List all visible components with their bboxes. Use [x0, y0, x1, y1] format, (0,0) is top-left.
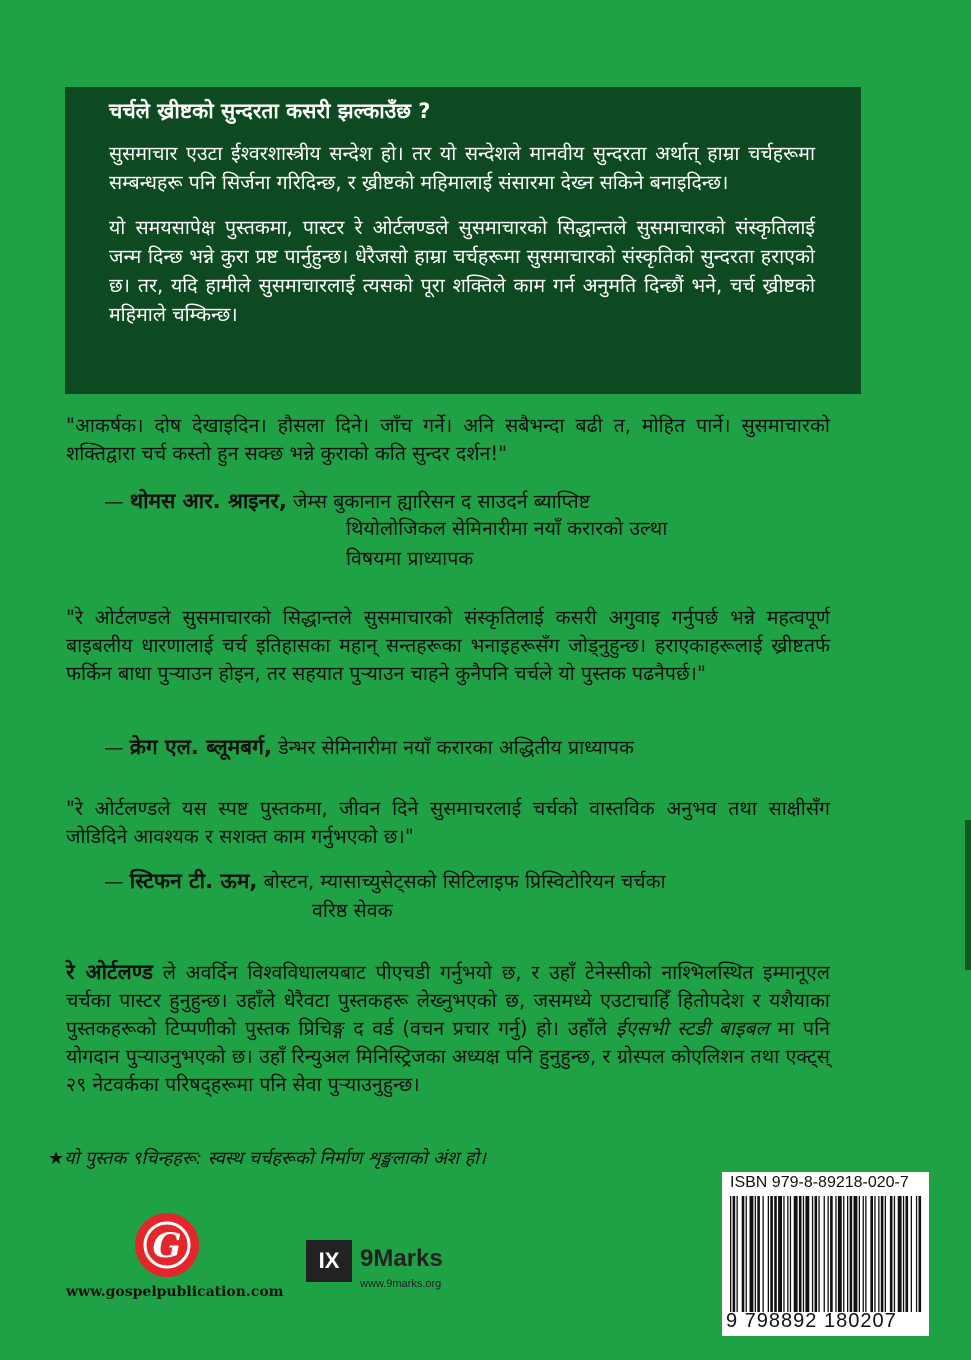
barcode-bar: [859, 1196, 860, 1312]
endorser-role-3-line-1: बोस्टन, म्यासाच्युसेट्सको सिटिलाइफ प्रिस्विटोरियन चर्चका: [263, 870, 666, 893]
bio-author-name: रे ओर्टलण्ड: [66, 960, 153, 984]
endorser-name-3: स्टिफन टी. ऊम,: [129, 869, 258, 893]
barcode-bar: [746, 1196, 747, 1312]
barcode-bar: [919, 1196, 922, 1312]
barcode-bar: [870, 1196, 873, 1312]
endorsement-attribution-2: [104, 732, 634, 763]
barcode-bar: [774, 1196, 777, 1312]
barcode-bar: [906, 1196, 909, 1312]
barcode-digits: 9 798892 180207: [726, 1310, 897, 1332]
endorsement-quote-1: "आकर्षक। दोष देखाइदिन। हौसला दिने। जाँच गर्ने। अनि सबैभन्दा बढी त, मोहित पार्ने। सुसमाचारको शक्तिद्वारा चर्च कस्तो हुन सक्छ भन्ने कुराको कति सुन्दर दर्शन!": [66, 414, 830, 465]
endorser-role-3-line-2: वरिष्ठ सेवक: [312, 899, 393, 922]
barcode-bar: [881, 1196, 884, 1312]
barcode-bar: [885, 1196, 886, 1312]
barcode-bar: [733, 1196, 736, 1312]
endorsement-attribution-3: [104, 866, 666, 897]
barcode-bar: [818, 1196, 819, 1312]
barcode-bar: [737, 1196, 738, 1312]
barcode-bar: [757, 1196, 760, 1312]
barcode-bar: [911, 1196, 912, 1312]
barcode-bar: [835, 1196, 836, 1312]
barcode-bar: [843, 1196, 844, 1312]
barcode-bar: [830, 1196, 833, 1312]
barcode-bar: [790, 1196, 791, 1312]
barcode-bar: [903, 1196, 904, 1312]
attribution-dash: —: [104, 870, 124, 893]
endorser-role-2-line-1: डेन्भर सेमिनारीमा नयाँ करारका अद्धितीय प्राध्यापक: [278, 736, 634, 759]
barcode-bar: [750, 1196, 754, 1312]
barcode-bar: [805, 1196, 809, 1312]
bio-text-b: मा पनि योगदान पुर्‍याउनुभएको छ। उहाँ रिन्युअल मिनिस्ट्रिजका अध्यक्ष पनि हुनुहुन्छ, र ग्रोस्पल कोएलिशन तथा एक्ट्स् २९ नेटवर्कका परिषद्हरूमा पनि सेवा पुर्‍याउनुहुन्छ।: [66, 1017, 830, 1096]
barcode-bar: [787, 1196, 788, 1312]
barcode-bar: [874, 1196, 875, 1312]
barcode-box: [722, 1172, 929, 1336]
barcode-bar: [828, 1196, 829, 1312]
barcode-bar: [815, 1196, 818, 1312]
endorsement-attribution-1: [104, 486, 590, 517]
logo-letter: G: [152, 1226, 182, 1266]
barcode-bar: [799, 1196, 802, 1312]
endorser-role-1-line-1: जेम्स बुकानान ह्यारिसन द साउदर्न ब्याप्तिष्ट: [293, 490, 591, 513]
bio-text-a: ले अवर्दिन विश्वविधालयबाट पीएचडी गर्नुभयो छ, र उहाँ टेनेस्सीको नाश्भिलस्थित इम्मानूएल चर्चका पास्टर हुनुहुन्छ। उहाँले धेरैवटा पुस्तकहरू लेख्नुभएको छ, जसमध्ये एउटाचाहिँ हितोपदेश र यशैयाका पुस्तकहरूको टिप्पणीको पुस्तक प्रिचिङ्ग द वर्ड (वचन प्रचार गर्नु) हो। उहाँले: [66, 961, 830, 1040]
barcode-bar: [763, 1196, 764, 1312]
barcode-bar: [803, 1196, 804, 1312]
barcode-bar: [865, 1196, 866, 1312]
endorser-role-1-line-3: विषयमा प्राध्यापक: [346, 547, 474, 570]
barcode-bar: [755, 1196, 756, 1312]
barcode-bar: [850, 1196, 853, 1312]
isbn-label: ISBN 979-8-89218-020-7: [730, 1174, 909, 1191]
gospel-publication-logo: [134, 1210, 200, 1280]
barcode-bar: [916, 1196, 917, 1312]
barcode-bar: [854, 1196, 858, 1312]
barcode-bar: [894, 1196, 895, 1312]
summary-paragraph-2: यो समयसापेक्ष पुस्तकमा, पास्टर रे ओर्टलण्डले सुसमाचारको सिद्धान्तले सुसमाचारको संस्कृतिलाई जन्म दिन्छ भन्ने कुरा प्रष्ट पार्नुहुन्छ। धेरैजसो हाम्रा चर्चहरूमा सुसमाचारको संस्कृतिको सुन्दरता हराएको छ। तर, यदि हामीले सुसमाचारलाई त्यसको पूरा शक्तिले काम गर्न अनुमति दिन्छौं भने, चर्च ख्रीष्टको महिमाले चम्किन्छ।: [109, 216, 815, 326]
summary-box: [65, 87, 861, 394]
endorser-name-1: थोमस आर. श्राइनर,: [129, 489, 287, 513]
barcode-bar: [768, 1196, 769, 1312]
endorsement-quote-2: "रे ओर्टलण्डले सुसमाचारको सिद्धान्तले सुसमाचारको संस्कृतिलाई कसरी अगुवाइ गर्नुपर्छ भन्ने महत्वपूर्ण बाइबलीय धारणालाई चर्च इतिहासका महान् सन्तहरूका भनाइहरूसँग जोड्नुहुन्छ। हराएकाहरूलाई ख्रीष्टतर्फ फर्किन बाधा पुर्‍याउन होइन, तर सहयात पुर्‍याउन चाहने कुनैपनि चर्चले यो पुस्तक पढनैपर्छ।": [66, 606, 830, 685]
barcode-bar: [824, 1196, 825, 1312]
ninemarks-badge: IX: [306, 1240, 352, 1282]
summary-title: चर्चले ख्रीष्टको सुन्दरता कसरी झल्काउँछ ?: [109, 99, 431, 123]
barcode-bar: [783, 1196, 784, 1312]
barcode-bar: [838, 1196, 842, 1312]
barcode-bar: [898, 1196, 902, 1312]
barcode-bar: [847, 1196, 848, 1312]
endorser-role-1-line-2: थियोलोजिकल सेमिनारीमा नयाँ करारको उल्था: [346, 517, 668, 540]
author-bio: [66, 958, 830, 1099]
endorsement-quote-3: "रे ओर्टलण्डले यस स्पष्ट पुस्तकमा, जीवन दिने सुसमाचरलाई चर्चको वास्तविक अनुभव तथा साक्षीसँग जोडिदिने आवश्यक र सशक्त काम गर्नुभएको छ।": [66, 797, 830, 848]
barcode-bar: [770, 1196, 773, 1312]
ninemarks-url: www.9marks.org: [360, 1278, 442, 1290]
barcode-bar: [878, 1196, 879, 1312]
publisher-url: www.gospelpublication.com: [66, 1284, 284, 1300]
cover-edge-shadow: [965, 820, 971, 970]
barcode-bar: [890, 1196, 893, 1312]
summary-paragraph-1: सुसमाचार एउटा ईश्वरशास्त्रीय सन्देश हो। तर यो सन्देशले मानवीय सुन्दरता अर्थात् हाम्रा चर्चहरूमा सम्बन्धहरू पनि सिर्जना गरिदिन्छ, र ख्रीष्टको महिमालाई संसारमा देख्न सकिने बनाइदिन्छ।: [109, 142, 815, 194]
endorser-name-2: क्रेग एल. ब्लूमबर्ग,: [129, 735, 272, 759]
series-note: ★यो पुस्तक ९चिन्हहरू: स्वस्थ चर्चहरूको निर्माण शृङ्खलाको अंश हो।: [48, 1148, 486, 1169]
barcode-bar: [742, 1196, 745, 1312]
ninemarks-name: 9Marks: [360, 1245, 443, 1272]
barcode-bar: [778, 1196, 782, 1312]
barcode-bar: [794, 1196, 798, 1312]
attribution-dash: —: [104, 736, 124, 759]
barcode-bar: [812, 1196, 813, 1312]
barcode-bars: [728, 1196, 924, 1312]
barcode-bar: [863, 1196, 864, 1312]
bio-italic-title: ईएसभी स्टडी बाइबल: [615, 1017, 769, 1040]
attribution-dash: —: [104, 490, 124, 513]
barcode-bar: [730, 1196, 731, 1312]
